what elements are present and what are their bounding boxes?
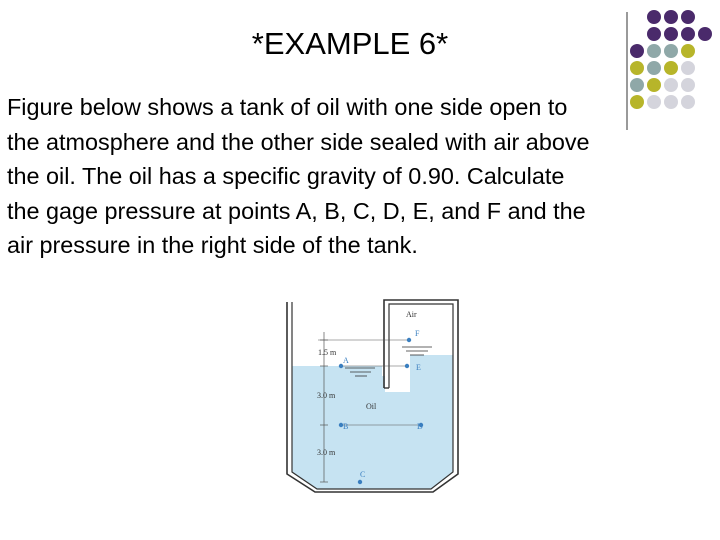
dimension-label-bottom: 3.0 m	[317, 448, 336, 457]
decorative-dot	[630, 44, 644, 58]
problem-line: Figure below shows a tank of oil with one side open to	[7, 94, 568, 120]
problem-line: air pressure in the right side of the tank.	[7, 232, 418, 258]
decorative-dot	[664, 78, 678, 92]
point-b-label: B	[343, 422, 349, 431]
decorative-dot	[647, 95, 661, 109]
decorative-dot	[630, 78, 644, 92]
decorative-dot	[681, 95, 695, 109]
slide-title: *EXAMPLE 6*	[251, 26, 449, 61]
decorative-dot	[681, 61, 695, 75]
air-label: Air	[406, 310, 417, 319]
decorative-dot	[681, 27, 695, 41]
decorative-dot	[698, 27, 712, 41]
decorative-dot	[630, 95, 644, 109]
decorative-dot	[647, 27, 661, 41]
dimension-label-top: 1.5 m	[318, 348, 337, 357]
decorative-dot	[647, 10, 661, 24]
point-c-marker	[358, 480, 362, 484]
point-e-marker	[405, 364, 409, 368]
decorative-dot	[647, 44, 661, 58]
problem-line: the oil. The oil has a specific gravity of 0.90. Calculate	[7, 163, 565, 189]
tank-diagram	[285, 292, 460, 500]
decorative-dot-grid	[630, 8, 720, 128]
point-f-marker	[407, 338, 411, 342]
decorative-dot	[664, 44, 678, 58]
point-e-label: E	[416, 363, 421, 372]
problem-line: the atmosphere and the other side sealed with air above	[7, 128, 590, 155]
decorative-dot	[681, 44, 695, 58]
decorative-dot	[681, 10, 695, 24]
decorative-dot	[647, 78, 661, 92]
point-a-label: A	[343, 356, 349, 365]
decorative-dot	[664, 10, 678, 24]
point-c-label: C	[360, 470, 366, 479]
point-f-label: F	[415, 329, 420, 338]
point-d-label: D	[417, 422, 423, 431]
oil-fill	[292, 353, 453, 489]
decorative-dot	[664, 27, 678, 41]
dimension-label-mid: 3.0 m	[317, 391, 336, 400]
oil-label: Oil	[366, 402, 377, 411]
decorative-divider	[626, 12, 628, 130]
decorative-dot	[664, 61, 678, 75]
decorative-dot	[681, 78, 695, 92]
decorative-dot	[630, 61, 644, 75]
decorative-dot	[647, 61, 661, 75]
problem-line: the gage pressure at points A, B, C, D, E, and F and the	[7, 197, 586, 224]
decorative-dot	[664, 95, 678, 109]
problem-statement	[7, 90, 707, 263]
